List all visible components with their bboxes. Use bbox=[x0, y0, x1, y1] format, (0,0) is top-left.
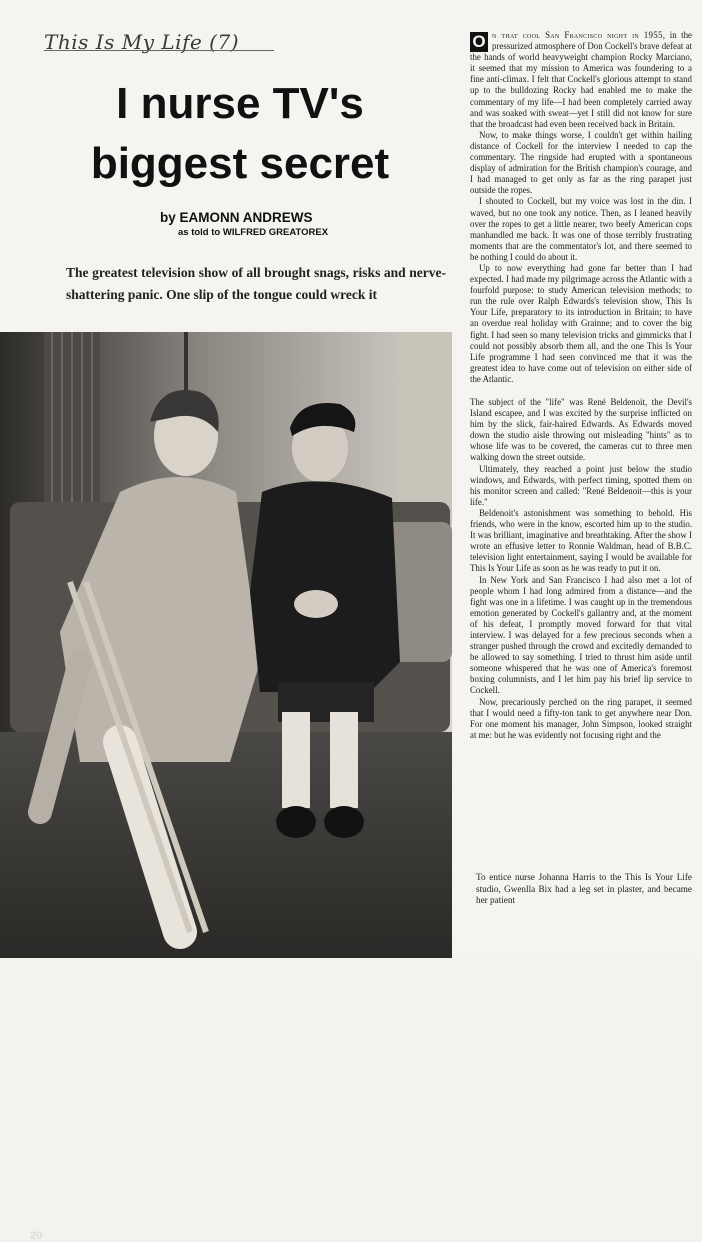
article-paragraph-7: Beldenoit's astonishment was something to behold. His friends, who were in the know, escorted him up to the studio. It was brilliant, imaginative and breathtaking. After the show I wrote an effusive letter to Ronnie Waldman, head of B.B.C. television light entertainment, saying I would be available for This Is Your Life as soon as he was ready to put it on. bbox=[470, 507, 692, 574]
series-tag-text: This Is My Life (7) bbox=[44, 30, 239, 54]
article-paragraph-6: Ultimately, they reached a point just below the studio windows, and Edwards, with perfect timing, spotted them on his monitor screen and called: "René Beldenoit—this is your life." bbox=[470, 463, 692, 507]
byline bbox=[160, 210, 420, 238]
article-paragraph-3: I shouted to Cockell, but my voice was lost in the din. I waved, but no one took any notice. Then, as I leaned heavily over the ropes to get a little nearer, two beefy American cops manhandled me back. It was one of those terribly frustrating moments that are the commentator's lot, and there seemed to be nothing I could do about it. bbox=[470, 196, 692, 262]
standfirst: The greatest television show of all brought snags, risks and nerve-shattering panic. One slip of the tongue could wreck it bbox=[66, 265, 446, 302]
series-tag-underline bbox=[44, 50, 274, 51]
photo-illustration bbox=[0, 332, 452, 958]
article-paragraph-4: Up to now everything had gone far better than I had expected. I had made my pilgrimage across the Atlantic with a fourfold purpose: to study American television methods; to run the rule over Ralph Edwards's television show, This Is Your Life, preparatory to its introduction in Britain; to have an overdue real holiday with Grainne; and to cover the big fight. I had seen so many television tricks and gimmicks that I could not possibly absorb them all, and the one This Is Your Life programme I had seen convinced me that it was the greatest idea to have come out of television on either side of the Atlantic. bbox=[470, 262, 692, 384]
article-paragraph-2: Now, to make things worse, I couldn't get within hailing distance of Cockell for the interview I needed to cap the commentary. The ringside had erupted with a spontaneous display of admiration for the British champion's courage, and I had managed to get only as far as the ring parapet just outside the ropes. bbox=[470, 129, 692, 196]
page-number: 20 bbox=[30, 1230, 43, 1242]
article-paragraph-8: In New York and San Francisco I had also met a lot of people whom I had long admired from a distance—and the fight was one in a lifetime. I was caught up in the tremendous emotion generated by Cockell's gallantry and, at the moment of his defeat, I promptly moved forward for that vital interview. I was delayed for a few precious seconds when a stranger pushed through the crowd and excitedly demanded to be allowed to say something. I tried to thrust him aside until someone whispered that he was one of America's foremost boxing columnists, and I let him pay his brief lip service to Cockell. bbox=[470, 574, 692, 696]
byline-ghostwriter: as told to WILFRED GREATOREX bbox=[178, 227, 329, 238]
article-body bbox=[470, 30, 692, 860]
photo-caption: To entice nurse Johanna Harris to the This Is Your Life studio, Gwenlla Bix had a leg set in plaster, and became her patient bbox=[476, 872, 692, 906]
byline-author: by EAMONN ANDREWS bbox=[160, 210, 313, 225]
lead-words: n that cool San Francisco night in 1955, bbox=[492, 30, 666, 40]
article-paragraph-9: Now, precariously perched on the ring parapet, it seemed that I would need a fifty-ton tank to get anywhere near Don. For one moment his manager, John Simpson, looked straight at me: but he was evidently not focusing right and the bbox=[470, 696, 692, 740]
paragraph-1-text: in the pressurized atmosphere of Don Cockell's brave defeat at the hands of world heavyweight champion Rocky Marciano, it seemed that my mission to America was foundering to a fine anti-climax. I felt that Cockell's glorious attempt to stand up to the bulldozing Rocky had enabled me to make the commentary of my life—I had been completely carried away and was soaked with sweat—yet I still did not know for sure that the broadcast had even been received back in Britain. bbox=[470, 30, 692, 129]
studio-floor bbox=[0, 732, 452, 958]
headline: I nurse TV's biggest secret bbox=[90, 79, 390, 188]
article-paragraph-5: The subject of the "life" was René Beldenoit, the Devil's Island escapee, and I was excited by the surprise inflicted on him by the slick, fair-haired Edwards. As Edwards moved down the studio aisle throwing out misleading "hints" as to whose life was to be covered, the cameras cut to three men walking down the street outside. bbox=[470, 397, 692, 463]
series-tag bbox=[44, 30, 274, 58]
article-paragraph-1 bbox=[470, 30, 692, 130]
section-break bbox=[470, 385, 692, 397]
drop-cap: O bbox=[470, 32, 488, 52]
photograph bbox=[0, 332, 452, 1242]
